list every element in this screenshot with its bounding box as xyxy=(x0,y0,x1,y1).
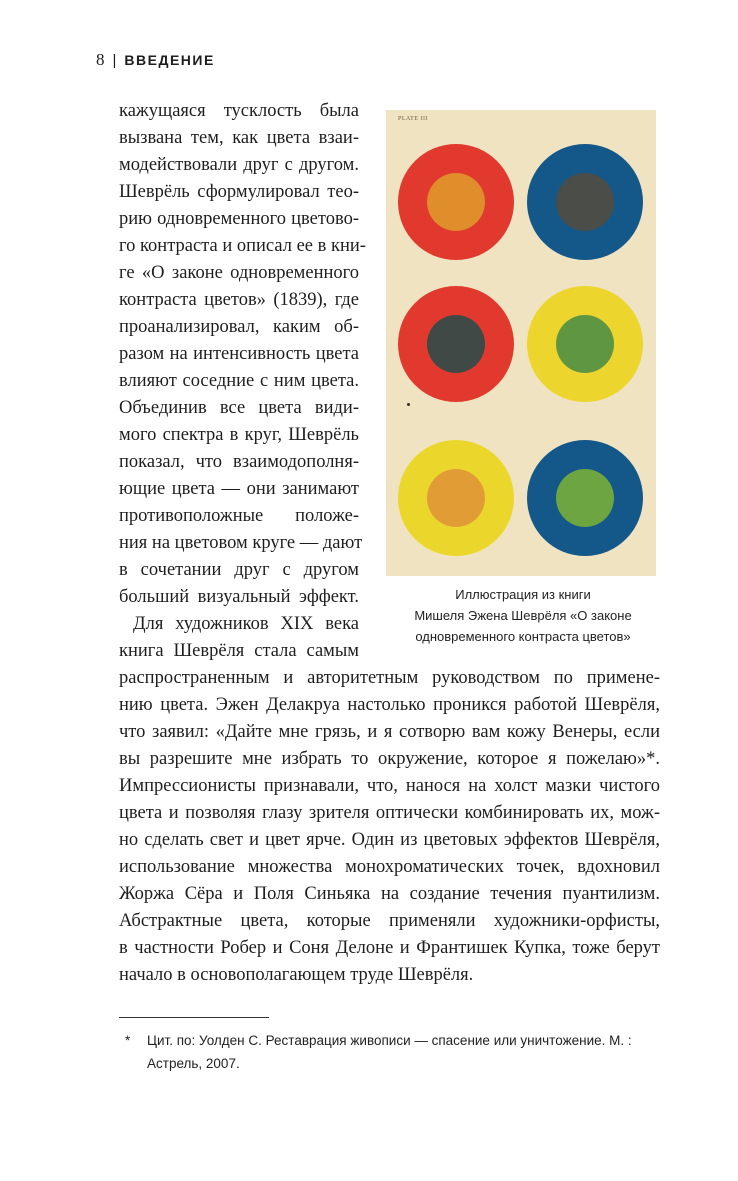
text-line: ющие цвета — они занимают xyxy=(119,479,359,499)
footnote-line: Цит. по: Уолден С. Реставрация живописи — спасение или уничтожение. М. : xyxy=(147,1033,632,1048)
footnote-mark: * xyxy=(125,1033,131,1048)
blue-green-disc xyxy=(527,440,643,556)
caption-line: Иллюстрация из книги xyxy=(455,587,591,602)
text-line: модействовали друг с другом. xyxy=(119,155,359,175)
yellow-green-disc xyxy=(527,286,643,402)
text-line: го контраста и описал ее в кни- xyxy=(119,236,366,256)
text-line: ния на цветовом круге — дают xyxy=(119,533,363,553)
page-number: 8 xyxy=(96,50,105,69)
disc-core xyxy=(556,173,614,231)
text-line: ге «О законе одновременного xyxy=(119,263,359,283)
paper-speck xyxy=(407,403,410,406)
header-separator: | xyxy=(112,52,117,69)
footnote-divider xyxy=(119,1017,269,1018)
disc-core xyxy=(556,469,614,527)
section-title: ВВЕДЕНИЕ xyxy=(124,52,215,68)
text-line: Жоржа Сёра и Поля Синьяка на создание течения пуантилизм. xyxy=(119,884,660,904)
footnote-line: Астрель, 2007. xyxy=(147,1056,240,1071)
text-line: нию цвета. Эжен Делакруа настолько проникся работой Шеврёля, xyxy=(119,695,660,715)
disc-core xyxy=(427,173,485,231)
text-line: но сделать свет и цвет ярче. Один из цветовых эффектов Шеврёля, xyxy=(119,830,660,850)
text-line: контраста цветов» (1839), где xyxy=(119,290,359,310)
chevreul-plate-illustration xyxy=(386,110,656,576)
yellow-orange-disc xyxy=(398,440,514,556)
text-line: разом на интенсивность цвета xyxy=(119,344,359,364)
text-line: рию одновременного цветово- xyxy=(119,209,359,229)
red-orange-disc xyxy=(398,144,514,260)
footnote xyxy=(125,1029,660,1075)
text-line: использование множества монохроматических точек, вдохновил xyxy=(119,857,660,877)
text-line: показал, что взаимодополня- xyxy=(119,452,359,472)
paragraph-2 xyxy=(119,611,660,989)
disc-core xyxy=(556,315,614,373)
plate-label: PLATE III xyxy=(398,116,428,122)
text-line: Импрессионисты признавали, что, нанося на холст мазки чистого xyxy=(119,776,660,796)
caption-line: одновременного контраста цветов» xyxy=(415,629,631,644)
text-line: влияют соседние с ним цвета. xyxy=(119,371,359,391)
text-line: Для художников XIX века xyxy=(133,614,359,634)
caption-line: Мишеля Эжена Шеврёля «О законе xyxy=(414,608,632,623)
text-line: вызвана тем, как цвета взаи- xyxy=(119,128,359,148)
text-line: проанализировал, каким об- xyxy=(119,317,359,337)
paragraph-1 xyxy=(119,98,366,611)
text-line: Абстрактные цвета, которые применяли художники-орфисты, xyxy=(119,911,660,931)
text-line: больший визуальный эффект. xyxy=(119,587,359,607)
text-line: цвета и позволяя глазу зрителя оптически комбинировать их, мож- xyxy=(119,803,660,823)
blue-grey-disc xyxy=(527,144,643,260)
text-line: Объединив все цвета види- xyxy=(119,398,359,418)
disc-core xyxy=(427,315,485,373)
running-header xyxy=(96,50,215,71)
figure-caption xyxy=(386,584,660,647)
text-line: в частности Робер и Соня Делоне и Франтишек Купка, тоже берут xyxy=(119,938,660,958)
text-line: в сочетании друг с другом xyxy=(119,560,359,580)
text-line: вы разрешите мне избрать то окружение, которое я пожелаю»*. xyxy=(119,749,660,769)
red-grey-disc xyxy=(398,286,514,402)
disc-core xyxy=(427,469,485,527)
text-line: кажущаяся тусклость была xyxy=(119,101,359,121)
text-line: распространенным и авторитетным руководством по примене- xyxy=(119,668,660,688)
text-line: противоположные положе- xyxy=(119,506,359,526)
text-line: что заявил: «Дайте мне грязь, и я сотворю вам кожу Венеры, если xyxy=(119,722,660,742)
text-line: начало в основополагающем труде Шеврёля. xyxy=(119,965,474,985)
text-line: Шеврёль сформулировал тео- xyxy=(119,182,359,202)
text-line: книга Шеврёля стала самым xyxy=(119,641,359,661)
text-line: мого спектра в круг, Шеврёль xyxy=(119,425,359,445)
